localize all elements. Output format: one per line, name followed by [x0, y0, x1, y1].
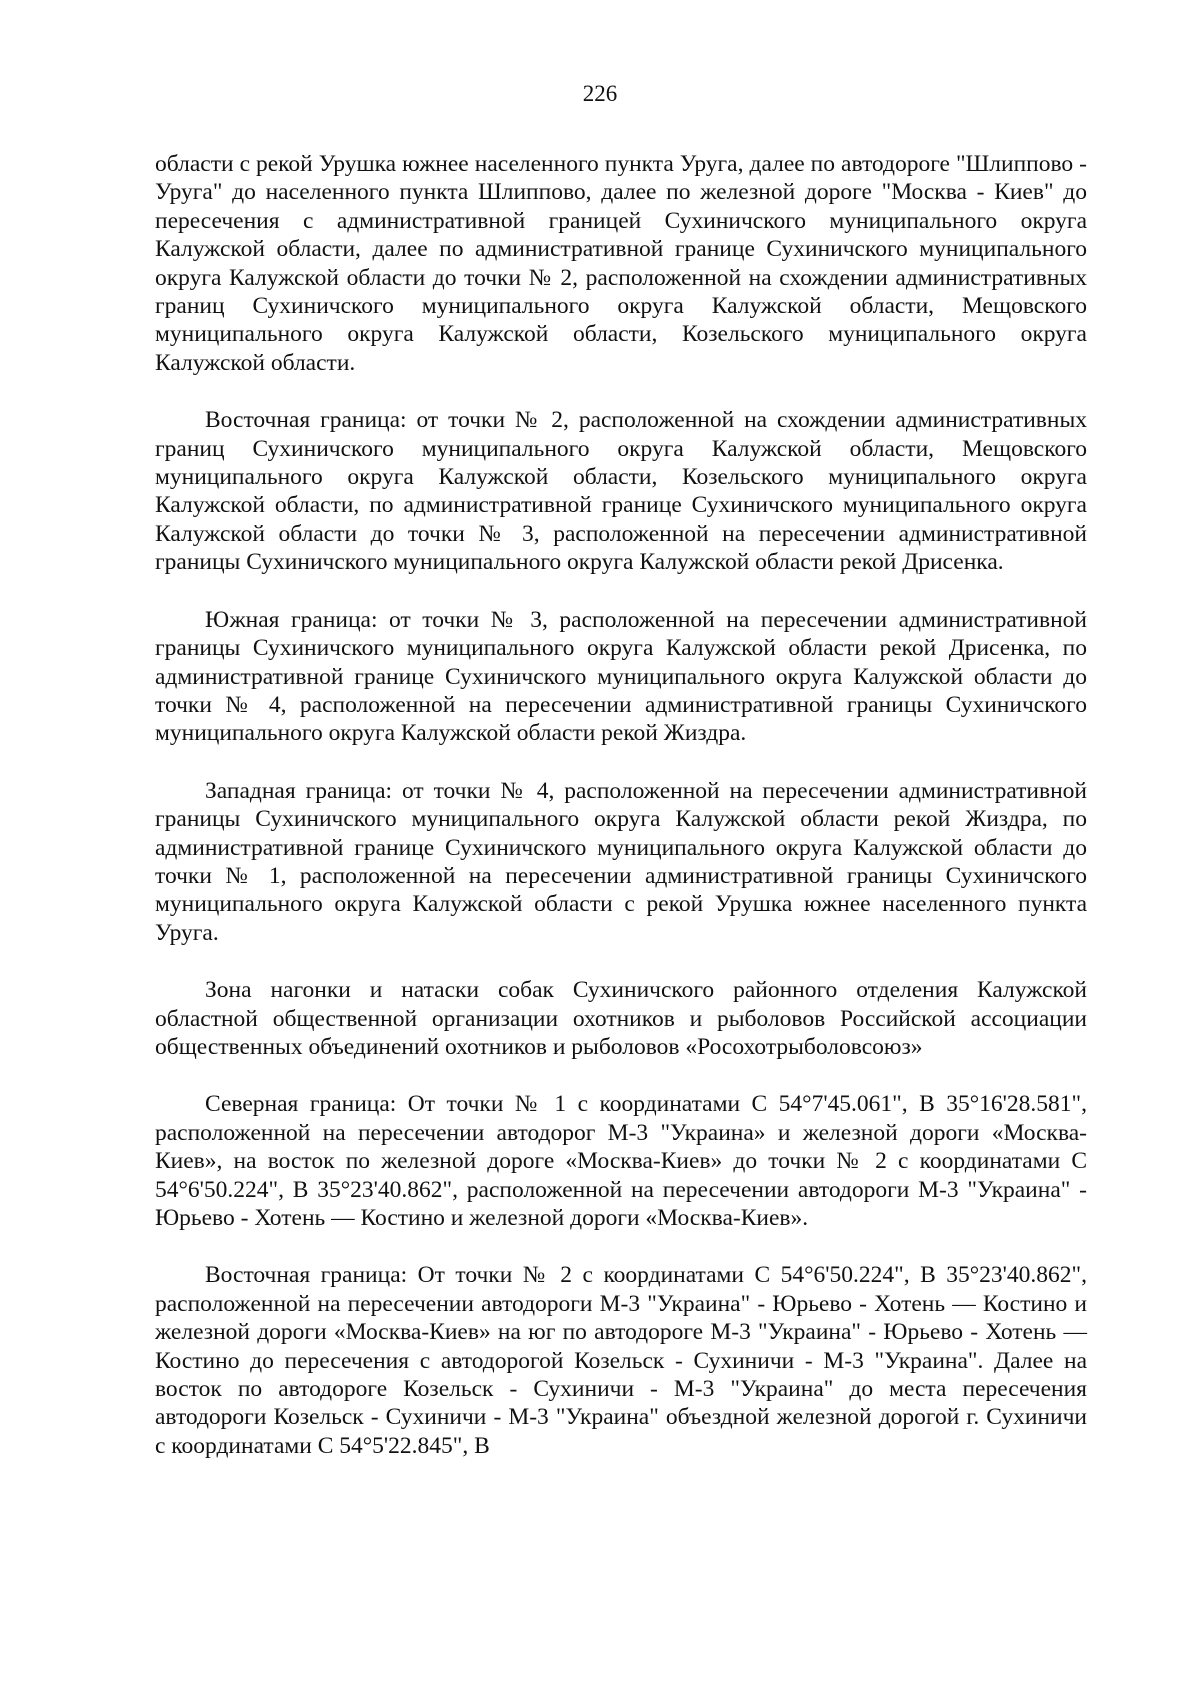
paragraph-zone-east-border: Восточная граница: От точки № 2 с координатами С 54°6'50.224", В 35°23'40.862", расположенной на пересечении автодороги М-3 "Украина" - Юрьево - Хотень — Костино и железной дороги «Москва-Киев» на юг по автодороге М-3 "Украина" - Юрьево - Хотень — Костино до пересечения с автодорогой Козельск - Сухиничи - М-3 "Украина". Далее на восток по автодороге Козельск - Сухиничи - М-3 "Украина" до места пересечения автодороги Козельск - Сухиничи - М-3 "Украина" объездной железной дорогой г. Сухиничи с координатами С 54°5'22.845", В: [155, 1262, 1087, 1459]
page-number: 226: [582, 81, 618, 106]
paragraph-west-border: Западная граница: от точки № 4, расположенной на пересечении административной границы Сухиничского муниципального округа Калужской области рекой Жиздра, по административной границе Сухиничского муниципального округа Калужской области до точки № 1, расположенной на пересечении административной границы Сухиничского муниципального округа Калужской области с рекой Урушка южнее населенного пункта Уруга.: [155, 777, 1087, 946]
paragraph-south-border: Южная граница: от точки № 3, расположенной на пересечении административной границы Сухиничского муниципального округа Калужской области рекой Дрисенка, по административной границе Сухиничского муниципального округа Калужской области до точки № 4, расположенной на пересечении административной границы Сухиничского муниципального округа Калужской области рекой Жиздра.: [155, 606, 1087, 747]
paragraph-dog-training-zone-heading: Зона нагонки и натаски собак Сухиничского районного отделения Калужской областной общественной организации охотников и рыболовов Российской ассоциации общественных объединений охотников и рыболовов «Росохотрыболовсоюз»: [155, 977, 1087, 1060]
document-body: [155, 150, 1087, 1489]
paragraph-north-border-continuation: области с рекой Урушка южнее населенного пункта Уруга, далее по автодороге "Шлиппово - Уруга" до населенного пункта Шлиппово, далее по железной дороге "Москва - Киев" до пересечения с административной границей Сухиничского муниципального округа Калужской области, далее по административной границе Сухиничского муниципального округа Калужской области до точки № 2, расположенной на схождении административных границ Сухиничского муниципального округа Калужской области, Мещовского муниципального округа Калужской области, Козельского муниципального округа Калужской области.: [155, 151, 1087, 376]
paragraph-east-border: Восточная граница: от точки № 2, расположенной на схождении административных границ Сухиничского муниципального округа Калужской области, Мещовского муниципального округа Калужской области, Козельского муниципального округа Калужской области, по административной границе Сухиничского муниципального округа Калужской области до точки № 3, расположенной на пересечении административной границы Сухиничского муниципального округа Калужской области рекой Дрисенка.: [155, 407, 1087, 576]
paragraph-zone-north-border: Северная граница: От точки № 1 с координатами С 54°7'45.061", В 35°16'28.581", расположенной на пересечении автодорог М-3 "Украина» и железной дороги «Москва-Киев», на восток по железной дороге «Москва-Киев» до точки № 2 с координатами С 54°6'50.224", В 35°23'40.862", расположенной на пересечении автодороги М-3 "Украина" - Юрьево - Хотень — Костино и железной дороги «Москва-Киев».: [155, 1091, 1087, 1231]
